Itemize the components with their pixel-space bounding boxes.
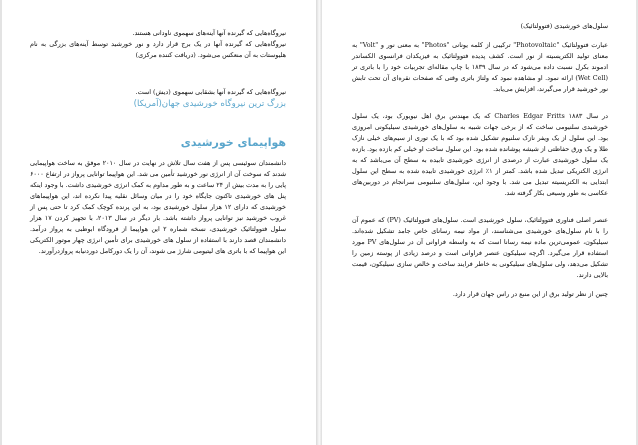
left-paragraph-4: دانشمندان سوئیسی پس از هفت سال تلاش در نهایت در سال ۲۰۱۰ موفق به ساخت هواپیمایی شدند که سوخت آن از انرژی نور خورشید تأمین می شد. این هواپیما توانایی پرواز در ارتفاع ۶۰۰۰ پایی را به مدت بیش از ۲۴ ساعت و به طور مداوم به کمک انرژی خورشیدی داشت. با وجود اینکه پنل های خورشیدی تاکنون جایگاه خود را در میان وسائل نقلیه پیدا نکرده اند، این هواپیماهای خورشیدی که دارای ۱۲ هزار سلول خورشیدی بود، به این پرنده کوچک کمک کرد تا حتی پس از غروب خورشید نیز توانایی پرواز داشته باشد. بار دیگر در سال ۲۰۱۳، با تجهیز کردن ۱۷ هزار سلول فتوولتائیک خورشیدی، نسخه شماره ۲ این هواپیما از فرودگاه ابوظبی به پرواز درآمد. دانشمندان قصد دارند با استفاده از سلول های خورشیدی برای تأمین انرژی چهار موتور الکتریکی این هواپیما که با باتری های لیتیومی شارژ می شوند، آن را یک دورکامل دوردنیابه پروازدرآورند. [30, 159, 286, 255]
right-paragraph-1: عبارت فتوولتائیک "Photovoltaic" ترکیبی از کلمه یونانی "Photos" به معنی نور و "Volt" به معنای تولید الکتریسیته از نور است. کشف پدیده فتوولتائیک به فیزیکدان فرانسوی الکساندر ادموند بکرل نسبت داده می‌شود که در سال ۱۸۳۹ با چاپ مقاله‌ای تجربیات خود را با باتری تر (Wet Cell) ارائه نمود. او مشاهده نمود که ولتاژ باتری وقتی که صفحات نقره‌ای آن تحت تابش نور خورشید قرار می‌گیرند، افزایش می‌یابد. [352, 41, 608, 93]
right-page [322, 0, 638, 445]
running-head: سلول‌های خورشیدی (فتوولتائیک) [520, 22, 608, 30]
right-paragraph-3: عنصر اصلی فناوری فتوولتائیک، سلول خورشیدی است. سلول‌های فتوولتائیک (PV) که عموم آن را با نام سلول‌های خورشیدی می‌شناسند، از مواد نیمه رسانای خاص جامد تشکیل شده‌اند. سیلیکون، عمومی‌ترین ماده نیمه رسانا است که به واسطه فراوانی آن در سلول‌های PV مورد استفاده قرار می‌گیرد. اگرچه سیلیکون عنصر فراوانی است و درصد زیادی از پوسته زمین را تشکیل می‌دهد، ولی سلول‌های سیلیکونی به خاطر فرایند ساخت و خالص سازی سیلیکون، قیمت بالایی دارند. [352, 216, 608, 279]
right-paragraph-2: در سال ۱۸۸۳ Charles Edgar Fritts که یک مهندس برق اهل نیویورک بود، یک سلول خورشیدی سلنیومی ساخت که از برخی جهات شبیه به سلول‌های خورشیدی سیلیکونی امروزی بود. این سلول از یک ویفر نازک سلنیوم تشکیل شده بود که با یک توری از سیم‌های خیلی نازک طلا و یک ورق حفاظتی از شیشه پوشانده شده بود. این سلول ساخت او خیلی کم بازده بود. بازده یک سلول خورشیدی عبارت از درصدی از انرژی خورشیدی تابیده به سطح آن می‌باشد که به انرژی الکتریکی تبدیل شده باشد. کمتر از ۱٪ انرژی خورشیدی تابیده شده به سطح این سلول ابتدایی به الکتریسیته تبدیل می شد. با وجود این، سلول‌های سلنیومی سرانجام در دوربین‌های عکاسی به طور وسیعی بکار گرفته شد. [352, 112, 608, 197]
left-paragraph-1: نیروگاه‌هایی که گیرنده آنها آینه‌های سهموی ناودانی هستند. [132, 29, 286, 37]
section-heading: هواپیمای خورشیدی [180, 136, 286, 149]
figure-caption: بزرگ ترین نیروگاه خورشیدی جهان(آمریکا) [133, 99, 286, 109]
left-paragraph-2: نیروگاه‌هایی که گیرنده آنها در یک برج قرار دارد و نور خورشید توسط آینه‌های بزرگی به نام هلیوستات به آن منعکس می‌شود. (دریافت کننده مرکزی) [30, 40, 286, 59]
right-paragraph-4: چنین از نظر تولید برق از این منبع در راس جهان قرار دارد. [452, 290, 608, 298]
left-paragraph-3: نیروگاه‌هایی که گیرنده آنها بشقابی سهموی (دیش) است. [135, 88, 286, 96]
left-page [0, 0, 316, 445]
